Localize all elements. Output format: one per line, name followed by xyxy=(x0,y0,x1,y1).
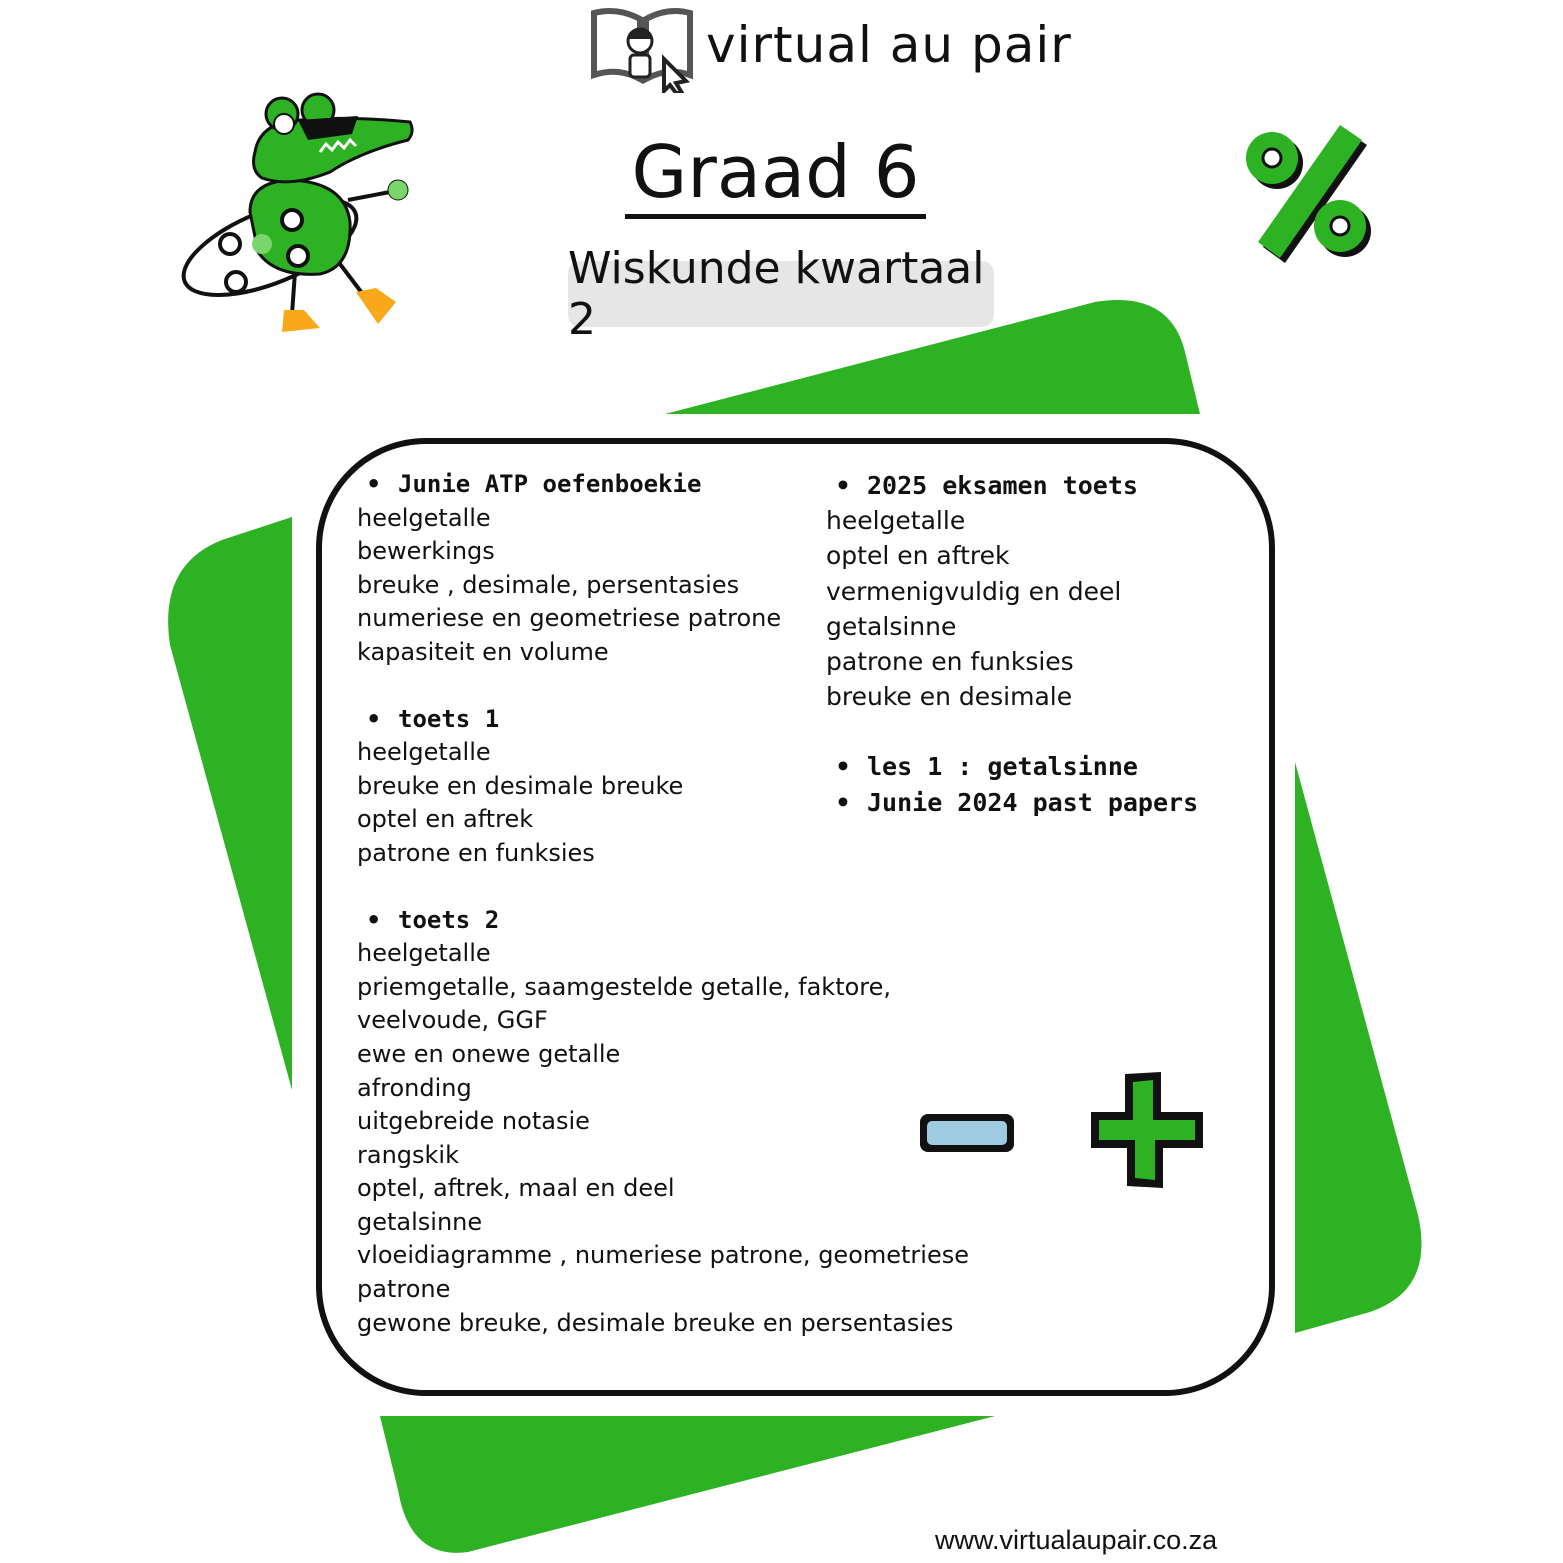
minus-icon xyxy=(915,1108,1019,1158)
list-item: veelvoude, GGF xyxy=(357,1006,548,1035)
section-heading: • 2025 eksamen toets xyxy=(826,468,1226,503)
list-item: vloeidiagramme , numeriese patrone, geometriese xyxy=(357,1241,969,1270)
page-title: Graad 6 xyxy=(0,130,1563,219)
list-item: optel, aftrek, maal en deel xyxy=(357,1174,675,1203)
section-heading: • Junie 2024 past papers xyxy=(826,785,1226,820)
website-url[interactable]: www.virtualaupair.co.za xyxy=(935,1525,1218,1555)
list-item: rangskik xyxy=(357,1140,459,1169)
list-item: getalsinne xyxy=(357,1207,483,1236)
list-item: kapasiteit en volume xyxy=(357,637,609,666)
list-item: vermenigvuldig en deel xyxy=(826,576,1122,606)
book-logo-icon xyxy=(590,5,696,93)
list-item: gewone breuke, desimale breuke en persentasies xyxy=(357,1308,954,1337)
section-heading: • toets 1 xyxy=(357,703,917,737)
list-item: afronding xyxy=(357,1073,472,1102)
list-item: heelgetalle xyxy=(826,506,966,536)
brand-logo xyxy=(590,4,1072,94)
list-item: breuke en desimale xyxy=(826,682,1073,712)
section-heading: • Junie ATP oefenboekie xyxy=(357,468,917,502)
list-item: numeriese en geometriese patrone xyxy=(357,604,782,633)
brand-name: virtual au pair xyxy=(706,16,1072,74)
list-item: patrone xyxy=(357,1275,451,1304)
section-heading: • les 1 : getalsinne xyxy=(826,749,1226,784)
list-item: breuke en desimale breuke xyxy=(357,771,684,800)
subtitle-pill: Wiskunde kwartaal 2 xyxy=(568,261,994,327)
list-item: optel en aftrek xyxy=(357,805,534,834)
plus-icon xyxy=(1087,1068,1209,1192)
list-item: uitgebreide notasie xyxy=(357,1107,590,1136)
list-item: getalsinne xyxy=(826,611,957,641)
list-item: heelgetalle xyxy=(357,939,491,968)
list-item: optel en aftrek xyxy=(826,541,1010,571)
list-item: bewerkings xyxy=(357,537,495,566)
list-item: ewe en onewe getalle xyxy=(357,1039,621,1068)
list-item: patrone en funksies xyxy=(826,647,1074,677)
list-item: heelgetalle xyxy=(357,503,491,532)
list-item: priemgetalle, saamgestelde getalle, faktore, xyxy=(357,972,892,1001)
section-heading: • toets 2 xyxy=(357,904,917,938)
list-item: heelgetalle xyxy=(357,738,491,767)
list-item: patrone en funksies xyxy=(357,838,595,867)
right-column xyxy=(826,468,1226,820)
list-item: breuke , desimale, persentasies xyxy=(357,570,740,599)
